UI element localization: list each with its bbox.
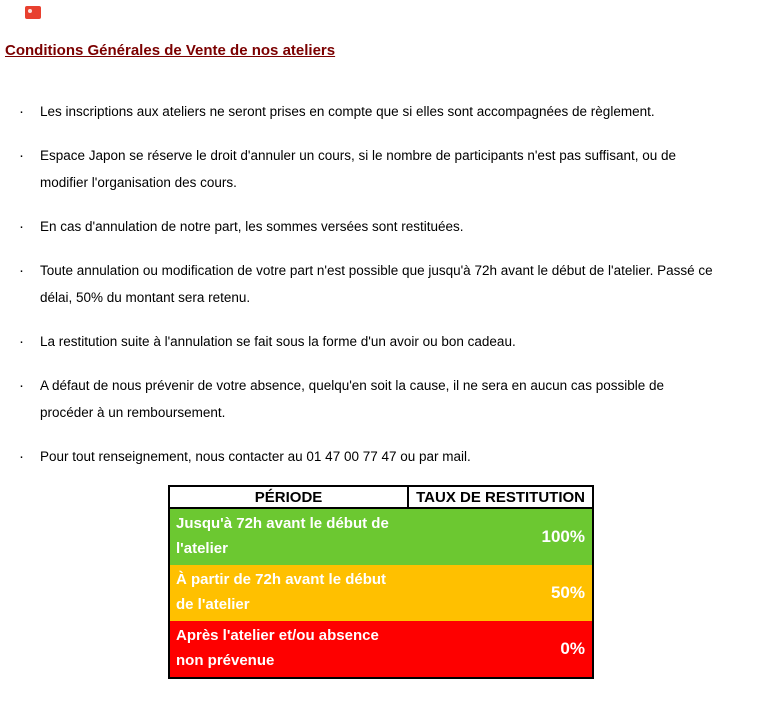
list-item: [18, 328, 720, 355]
header-periode: PÉRIODE: [169, 486, 408, 508]
bullet-icon: ·: [19, 103, 24, 120]
bullet-icon: ·: [19, 448, 24, 465]
term-text: Espace Japon se réserve le droit d'annuler un cours, si le nombre de participants n'est pas suffisant, ou de modifier l'organisation des cours.: [40, 148, 677, 190]
table-row-orange: [169, 565, 593, 621]
rate-cell: 0%: [560, 639, 585, 658]
header-taux-de-restitution: TAUX DE RESTITUTION: [408, 486, 593, 508]
page-title: Conditions Générales de Vente de nos ateliers: [5, 42, 336, 59]
list-item: [18, 98, 720, 125]
terms-list: [18, 98, 720, 487]
bullet-icon: ·: [19, 333, 24, 350]
list-item: [18, 142, 720, 196]
period-cell: Jusqu'à 72h avant le début de l'atelier: [176, 515, 389, 557]
table-row-green: [169, 508, 593, 565]
list-item: [18, 443, 720, 470]
bullet-icon: ·: [19, 147, 24, 164]
table-header-row: [169, 486, 593, 508]
bullet-icon: ·: [19, 377, 24, 394]
term-text: La restitution suite à l'annulation se fait sous la forme d'un avoir ou bon cadeau.: [40, 334, 516, 349]
list-item: [18, 213, 720, 240]
term-text: En cas d'annulation de notre part, les sommes versées sont restituées.: [40, 219, 464, 234]
term-text: Pour tout renseignement, nous contacter au 01 47 00 77 47 ou par mail.: [40, 449, 471, 464]
table-row-red: [169, 621, 593, 678]
term-text: Les inscriptions aux ateliers ne seront prises en compte que si elles sont accompagnées de règlement.: [40, 104, 655, 119]
list-item: [18, 372, 720, 426]
period-cell: À partir de 72h avant le début de l'atelier: [176, 571, 387, 613]
broken-image-icon: [25, 6, 41, 19]
rate-cell: 50%: [550, 583, 585, 602]
list-item: [18, 257, 720, 311]
term-text: Toute annulation ou modification de votre part n'est possible que jusqu'à 72h avant le début de l'atelier. Passé ce délai, 50% du montant sera retenu.: [40, 263, 713, 305]
bullet-icon: ·: [19, 218, 24, 235]
period-cell: Après l'atelier et/ou absence non prévenue: [176, 627, 379, 669]
refund-rate-table: [168, 485, 594, 679]
rate-cell: 100%: [541, 527, 585, 546]
bullet-icon: ·: [19, 262, 24, 279]
term-text: A défaut de nous prévenir de votre absence, quelqu'en soit la cause, il ne sera en aucun cas possible de procéder à un remboursement.: [40, 378, 664, 420]
